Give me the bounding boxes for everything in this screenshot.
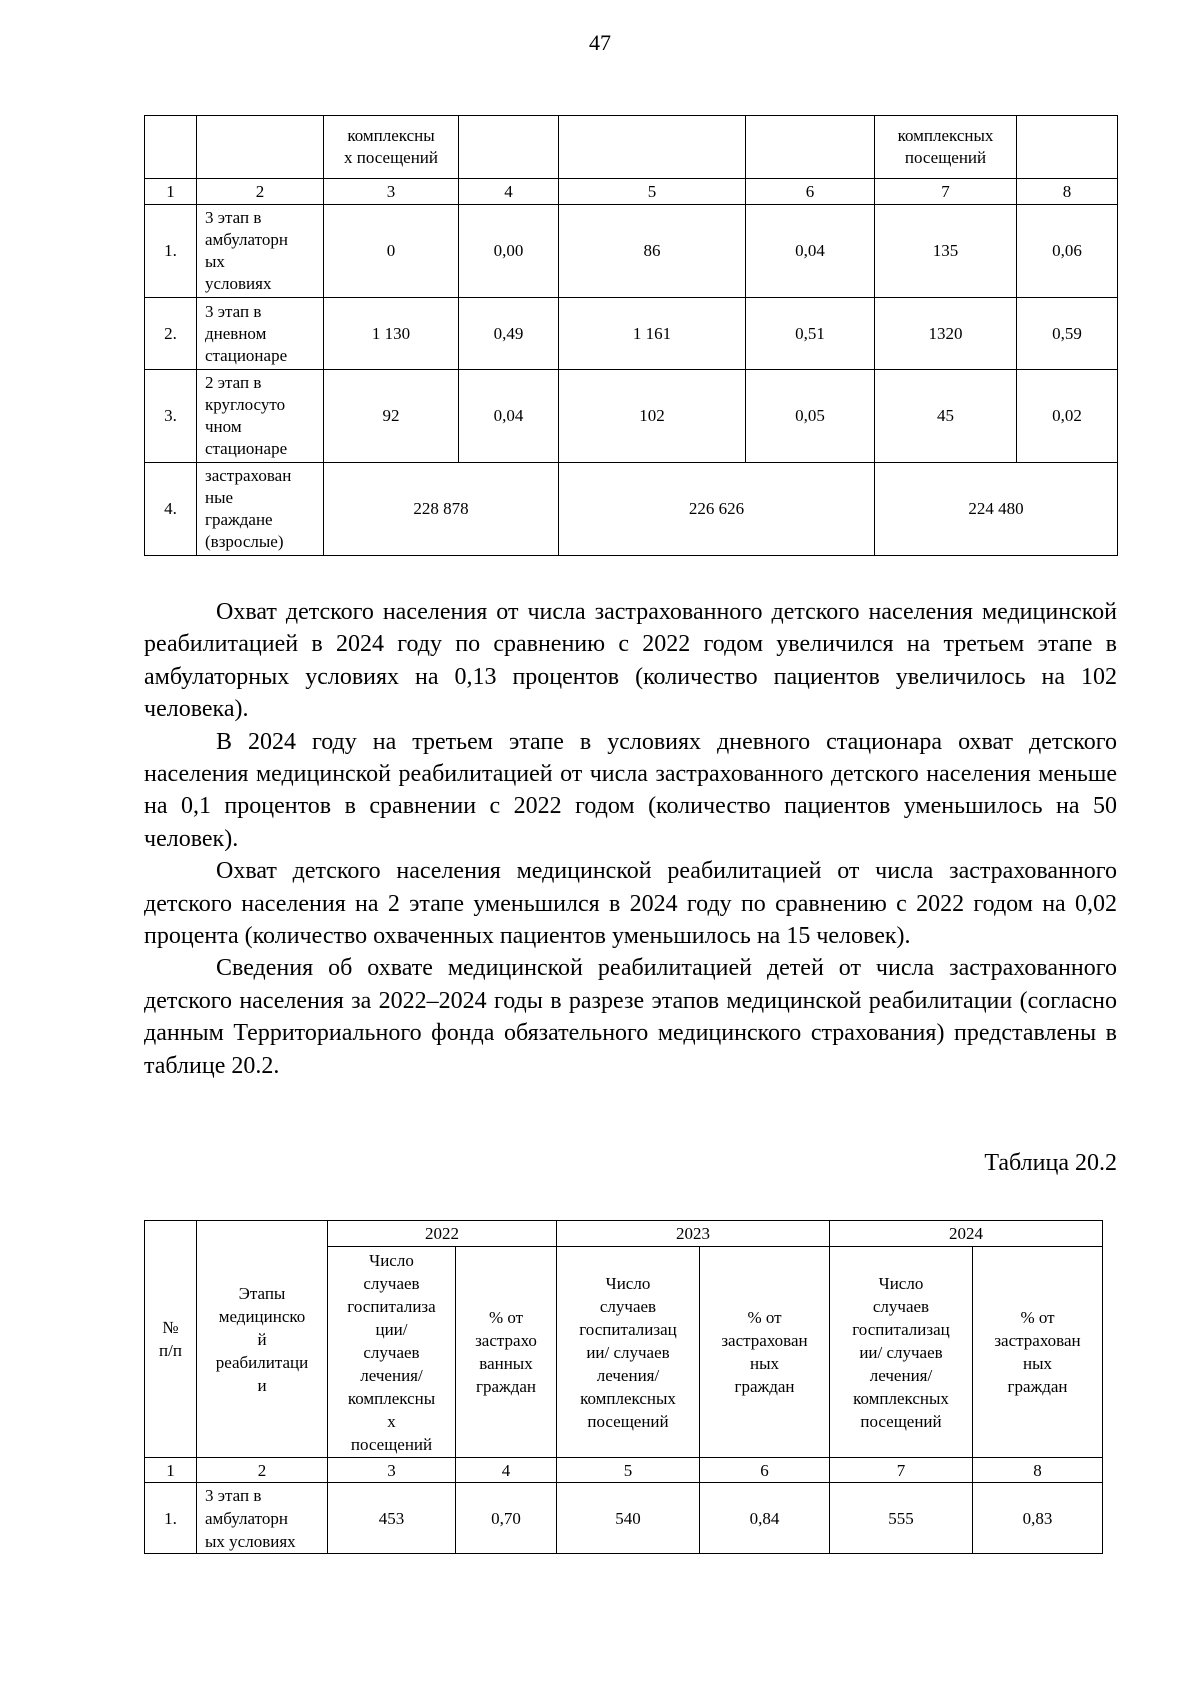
stage-name: 3 этап в амбулаторн ых условиях: [197, 1483, 328, 1554]
value-2024: 555: [830, 1483, 973, 1554]
column-number: 2: [197, 179, 324, 205]
stage-name: 2 этап в круглосуто чном стационаре: [197, 370, 324, 463]
value-2024: 45: [875, 370, 1017, 463]
table-header-continuation: [145, 116, 1118, 179]
value-2022: 0: [324, 205, 459, 298]
header-stage: Этапы медицинско й реабилитаци и: [197, 1221, 328, 1458]
percent-2024: 0,83: [973, 1483, 1103, 1554]
value-2023: 86: [559, 205, 746, 298]
table-row: [145, 298, 1118, 370]
paragraph: В 2024 году на третьем этапе в условиях дневного стационара охват детского населения медицинской реабилитацией от числа застрахованного детского населения меньше на 0,1 процентов в сравнении с 2022 годом (количество пациентов уменьшилось на 50 человек).: [144, 728, 1117, 852]
table-column-numbers: [145, 179, 1118, 205]
value-2023: 102: [559, 370, 746, 463]
column-number: 1: [145, 1458, 197, 1483]
table-row: [145, 370, 1118, 463]
column-number: 8: [1017, 179, 1118, 205]
table-cell: [145, 116, 197, 179]
value-2024: 135: [875, 205, 1017, 298]
column-number: 6: [746, 179, 875, 205]
column-number: 7: [830, 1458, 973, 1483]
percent-2024: 0,59: [1017, 298, 1118, 370]
percent-2022: 0,49: [459, 298, 559, 370]
percent-2022: 0,70: [456, 1483, 557, 1554]
table-cell: [459, 116, 559, 179]
column-number: 4: [459, 179, 559, 205]
table-header-cell: комплексны х посещений: [324, 116, 459, 179]
stage-name: 3 этап в дневном стационаре: [197, 298, 324, 370]
value-2022: 92: [324, 370, 459, 463]
column-number: 3: [324, 179, 459, 205]
column-number: 2: [197, 1458, 328, 1483]
column-number: 4: [456, 1458, 557, 1483]
table-cell: [1017, 116, 1118, 179]
percent-2023: 0,84: [700, 1483, 830, 1554]
row-number: 2.: [145, 298, 197, 370]
column-number: 6: [700, 1458, 830, 1483]
header-year-2024: 2024: [830, 1221, 1103, 1247]
table-20-2: [144, 1220, 1103, 1554]
paragraph: Охват детского населения медицинской реабилитацией от числа застрахованного детского населения на 2 этапе уменьшился в 2024 году по сравнению с 2022 годом на 0,02 процента (количество охваченных пациентов уменьшилось на 15 человек).: [144, 858, 1117, 950]
header-count-2022: Число случаев госпитализа ции/ случаев лечения/ комплексны х посещений: [328, 1247, 456, 1458]
value-2022: 453: [328, 1483, 456, 1554]
insured-2024: 224 480: [875, 463, 1118, 556]
header-number: № п/п: [145, 1221, 197, 1458]
value-2023: 540: [557, 1483, 700, 1554]
stage-name: застрахован ные граждане (взрослые): [197, 463, 324, 556]
column-number: 5: [559, 179, 746, 205]
value-2022: 1 130: [324, 298, 459, 370]
insured-2023: 226 626: [559, 463, 875, 556]
page-number: 47: [589, 30, 611, 55]
table-column-numbers: [145, 1458, 1103, 1483]
insured-2022: 228 878: [324, 463, 559, 556]
table-row: [145, 205, 1118, 298]
percent-2022: 0,04: [459, 370, 559, 463]
table-cell: [746, 116, 875, 179]
percent-2024: 0,02: [1017, 370, 1118, 463]
header-pct-2022: % от застрахо ванных граждан: [456, 1247, 557, 1458]
row-number: 1.: [145, 205, 197, 298]
body-text: [144, 596, 1117, 1082]
header-pct-2024: % от застрахован ных граждан: [973, 1247, 1103, 1458]
table-caption: Таблица 20.2: [984, 1150, 1117, 1176]
column-number: 7: [875, 179, 1017, 205]
column-number: 1: [145, 179, 197, 205]
table-header-years: [145, 1221, 1103, 1247]
percent-2022: 0,00: [459, 205, 559, 298]
row-number: 4.: [145, 463, 197, 556]
value-2023: 1 161: [559, 298, 746, 370]
stage-name: 3 этап в амбулаторн ых условиях: [197, 205, 324, 298]
column-number: 5: [557, 1458, 700, 1483]
header-pct-2023: % от застрахован ных граждан: [700, 1247, 830, 1458]
column-number: 3: [328, 1458, 456, 1483]
table-row-insured: [145, 463, 1118, 556]
table-cell: [197, 116, 324, 179]
table-row: [145, 1483, 1103, 1554]
table-cell: [559, 116, 746, 179]
header-count-2024: Число случаев госпитализац ии/ случаев лечения/ комплексных посещений: [830, 1247, 973, 1458]
header-count-2023: Число случаев госпитализац ии/ случаев лечения/ комплексных посещений: [557, 1247, 700, 1458]
percent-2024: 0,06: [1017, 205, 1118, 298]
column-number: 8: [973, 1458, 1103, 1483]
paragraph: Сведения об охвате медицинской реабилитацией детей от числа застрахованного детского населения за 2022–2024 годы в разрезе этапов медицинской реабилитации (согласно данным Территориального фонда обязательного медицинского страхования) представлены в таблице 20.2.: [144, 955, 1117, 1079]
percent-2023: 0,05: [746, 370, 875, 463]
header-year-2023: 2023: [557, 1221, 830, 1247]
table-continuation: [144, 115, 1118, 556]
percent-2023: 0,04: [746, 205, 875, 298]
value-2024: 1320: [875, 298, 1017, 370]
table-header-cell: комплексных посещений: [875, 116, 1017, 179]
header-year-2022: 2022: [328, 1221, 557, 1247]
row-number: 3.: [145, 370, 197, 463]
paragraph: Охват детского населения от числа застрахованного детского населения медицинской реабилитацией в 2024 году по сравнению с 2022 годом увеличился на третьем этапе в амбулаторных условиях на 0,13 процентов (количество пациентов увеличилось на 102 человека).: [144, 599, 1117, 723]
percent-2023: 0,51: [746, 298, 875, 370]
row-number: 1.: [145, 1483, 197, 1554]
